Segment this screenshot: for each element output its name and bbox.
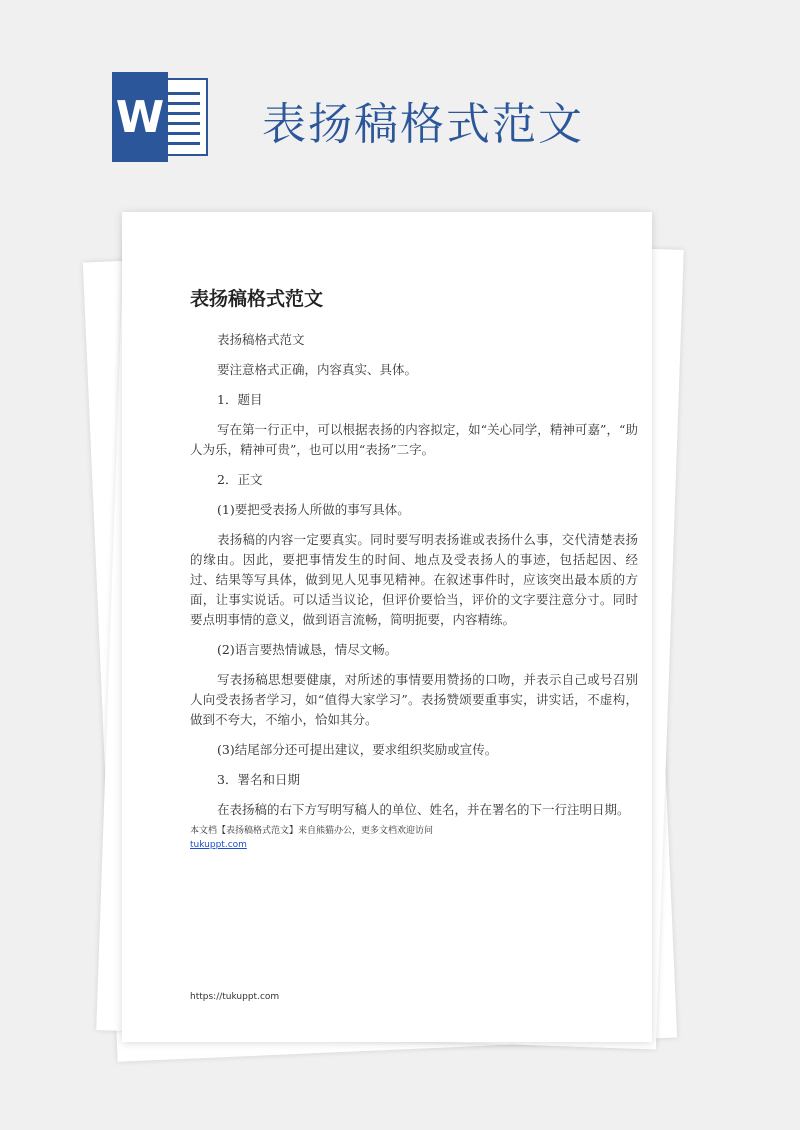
subheading: (3)结尾部分还可提出建议，要求组织奖励或宣传。: [217, 742, 498, 757]
subheading: (2)语言要热情诚恳，情尽文畅。: [217, 642, 398, 657]
word-icon-letter: W: [112, 72, 168, 162]
document-page: [122, 212, 652, 1042]
paragraph: 写在第一行正中，可以根据表扬的内容拟定，如“关心同学，精神可嘉”，“助人为乐，精神可贵”，也可以用“表扬”二字。: [190, 422, 638, 457]
bottom-url: https://tukuppt.com: [190, 992, 280, 1002]
paragraph: 要注意格式正确，内容真实、具体。: [217, 362, 418, 377]
footer-note-text: 本文档【表扬稿格式范文】来自熊猫办公，更多文档欢迎访问: [190, 826, 434, 836]
subheading: (1)要把受表扬人所做的事写具体。: [217, 502, 410, 517]
section-heading: 2．正文: [217, 472, 263, 487]
paragraph: 表扬稿格式范文: [217, 332, 305, 347]
section-heading: 3．署名和日期: [217, 772, 300, 787]
header: [0, 0, 800, 200]
word-icon: [112, 72, 212, 162]
paragraph: 在表扬稿的右下方写明写稿人的单位、姓名，并在署名的下一行注明日期。: [217, 802, 630, 817]
paragraph: 写表扬稿思想要健康，对所述的事情要用赞扬的口吻，并表示自己或号召别人向受表扬者学习，如“值得大家学习”。表扬赞颂要重事实，讲实话，不虚构，做到不夸大，不缩小，恰如其分。: [190, 672, 638, 727]
paragraph: 表扬稿的内容一定要真实。同时要写明表扬谁或表扬什么事，交代清楚表扬的缘由。因此，要把事情发生的时间、地点及受表扬人的事迹，包括起因、经过、结果等写具体，做到见人见事见精神。在叙述事件时，应该突出最本质的方面，让事实说话。可以适当议论，但评价要恰当，评价的文字要注意分寸。同时要点明事情的意义，做到语言流畅，简明扼要，内容精练。: [190, 532, 638, 627]
footer-link[interactable]: tukuppt.com: [190, 840, 247, 850]
header-title: 表扬稿格式范文: [262, 99, 584, 150]
document-body: [190, 330, 638, 830]
document-title: 表扬稿格式范文: [190, 288, 324, 310]
section-heading: 1．题目: [217, 392, 263, 407]
footer-note: [190, 824, 433, 852]
